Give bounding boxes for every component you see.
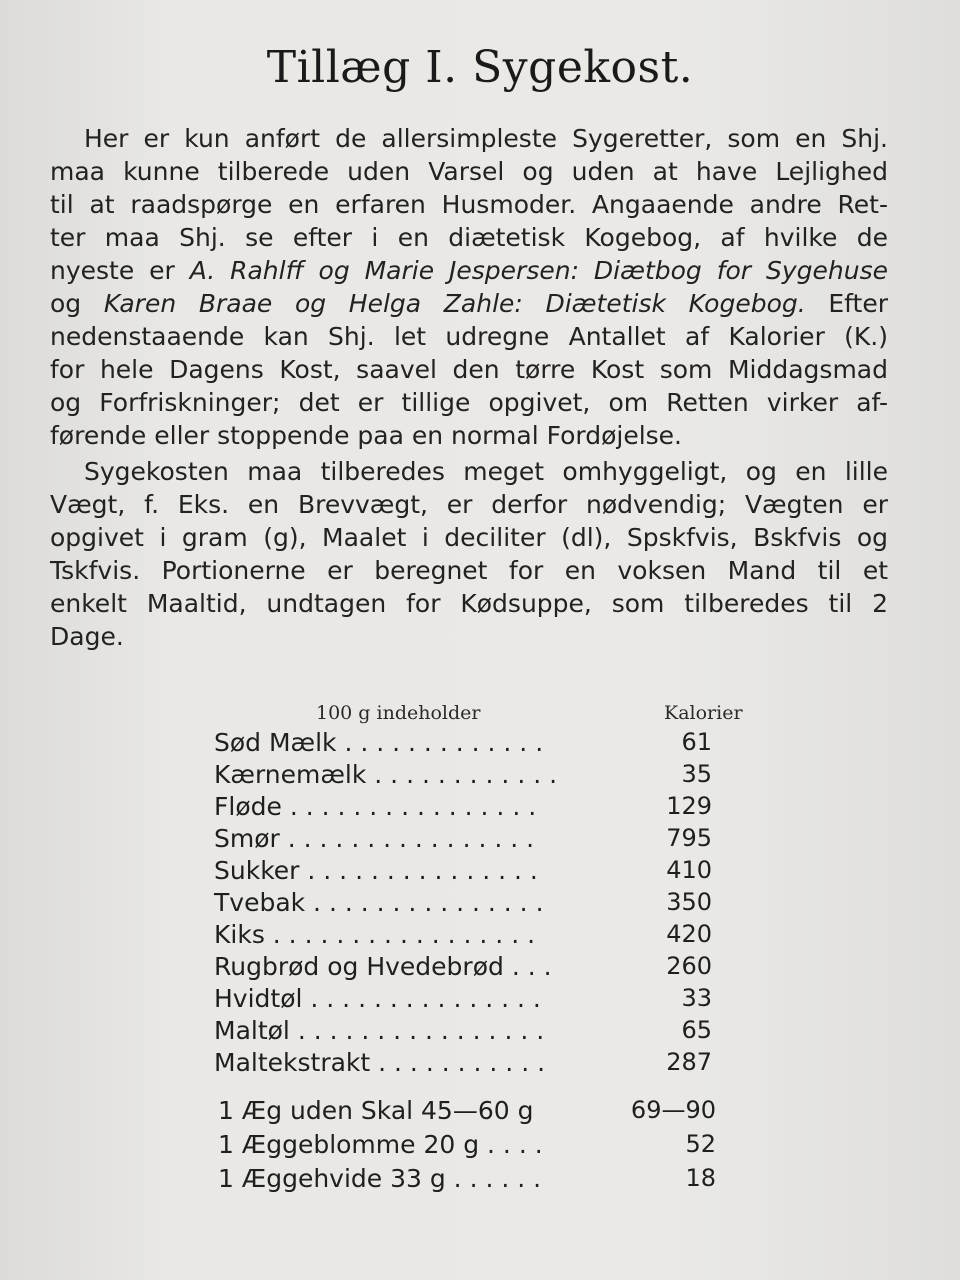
paragraph1-line: førende eller stoppende paa en normal Fordøjelse. — [50, 421, 682, 450]
calorie-value: 52 — [685, 1130, 716, 1158]
table-row — [214, 728, 734, 760]
calorie-value: 260 — [666, 952, 712, 980]
paragraph1-line — [50, 287, 888, 320]
calorie-value: 18 — [685, 1164, 716, 1192]
food-name: Maltekstrakt . . . . . . . . . . . — [214, 1048, 546, 1077]
egg-table — [218, 1096, 738, 1198]
paragraph1-line: Her er kun anført de allersimpleste Sygeretter, som en Shj. — [84, 124, 888, 153]
food-name: Sød Mælk . . . . . . . . . . . . . — [214, 728, 544, 757]
paragraph1-line: til at raadspørge en erfaren Husmoder. Angaaende andre Ret- — [50, 190, 888, 219]
paragraph2 — [50, 455, 888, 653]
table-row — [218, 1164, 738, 1198]
table-row — [214, 1016, 734, 1048]
calorie-value: 420 — [666, 920, 712, 948]
paragraph1-line: ter maa Shj. se efter i en diætetisk Kogebog, af hvilke de — [50, 223, 888, 252]
food-name: Kiks . . . . . . . . . . . . . . . . . — [214, 920, 536, 949]
paragraph1-line — [50, 254, 888, 287]
citation-italic: A. Rahlff og Marie Jespersen: Diætbog for Sygehuse — [189, 256, 888, 285]
table-row — [214, 984, 734, 1016]
calorie-value: 350 — [666, 888, 712, 916]
food-name: Sukker . . . . . . . . . . . . . . . — [214, 856, 538, 885]
table-row — [218, 1096, 738, 1130]
paragraph1-line: maa kunne tilberede uden Varsel og uden at have Lejlighed — [50, 157, 888, 186]
food-name: Rugbrød og Hvedebrød . . . — [214, 952, 552, 981]
paragraph2-line: Tskfvis. Portionerne er beregnet for en voksen Mand til et — [50, 556, 888, 585]
food-name: 1 Æg uden Skal 45—60 g — [218, 1096, 534, 1125]
table-row — [214, 1048, 734, 1080]
paragraph2-line: Sygekosten maa tilberedes meget omhyggeligt, og en lille — [84, 457, 888, 486]
calorie-value: 35 — [681, 760, 712, 788]
calorie-value: 410 — [666, 856, 712, 884]
table-row — [218, 1130, 738, 1164]
food-name: 1 Æggehvide 33 g . . . . . . — [218, 1164, 542, 1193]
food-name: Maltøl . . . . . . . . . . . . . . . . — [214, 1016, 545, 1045]
calorie-value: 33 — [681, 984, 712, 1012]
paragraph1-line: for hele Dagens Kost, saavel den tørre Kost som Middagsmad — [50, 355, 888, 384]
paragraph1-line: nedenstaaende kan Shj. let udregne Antallet af Kalorier (K.) — [50, 322, 888, 351]
paragraph2-line: Dage. — [50, 622, 124, 651]
food-name: Kærnemælk . . . . . . . . . . . . — [214, 760, 558, 789]
calorie-value: 65 — [681, 1016, 712, 1044]
paragraph1-line: og Forfriskninger; det er tillige opgivet, om Retten virker af- — [50, 388, 888, 417]
calorie-value: 129 — [666, 792, 712, 820]
calorie-value: 61 — [681, 728, 712, 756]
line-text: og — [50, 289, 104, 318]
body-text — [50, 122, 888, 653]
table-row — [214, 760, 734, 792]
table-row — [214, 920, 734, 952]
line-text: Efter — [805, 289, 888, 318]
table-row — [214, 824, 734, 856]
food-name: Tvebak . . . . . . . . . . . . . . . — [214, 888, 544, 917]
calorie-value: 69—90 — [630, 1096, 716, 1124]
table-header-calories: Kalorier — [664, 702, 743, 724]
food-name: 1 Æggeblomme 20 g . . . . — [218, 1130, 543, 1159]
food-name: Smør . . . . . . . . . . . . . . . . — [214, 824, 535, 853]
line-text: nyeste er — [50, 256, 190, 285]
table-row — [214, 888, 734, 920]
page-title: Tillæg I. Sygekost. — [266, 42, 694, 93]
paragraph2-line: opgivet i gram (g), Maalet i deciliter (dl), Spskfvis, Bskfvis og — [50, 523, 888, 552]
calorie-table — [214, 728, 734, 1080]
table-row — [214, 952, 734, 984]
food-name: Fløde . . . . . . . . . . . . . . . . — [214, 792, 537, 821]
food-name: Hvidtøl . . . . . . . . . . . . . . . — [214, 984, 541, 1013]
table-row — [214, 792, 734, 824]
calorie-value: 795 — [666, 824, 712, 852]
paragraph2-line: enkelt Maaltid, undtagen for Kødsuppe, som tilberedes til 2 — [50, 589, 888, 618]
table-row — [214, 856, 734, 888]
table-header-item: 100 g indeholder — [316, 702, 481, 724]
citation-italic: Karen Braae og Helga Zahle: Diætetisk Kogebog. — [103, 289, 806, 318]
paragraph2-line: Vægt, f. Eks. en Brevvægt, er derfor nødvendig; Vægten er — [50, 490, 888, 519]
calorie-value: 287 — [666, 1048, 712, 1076]
